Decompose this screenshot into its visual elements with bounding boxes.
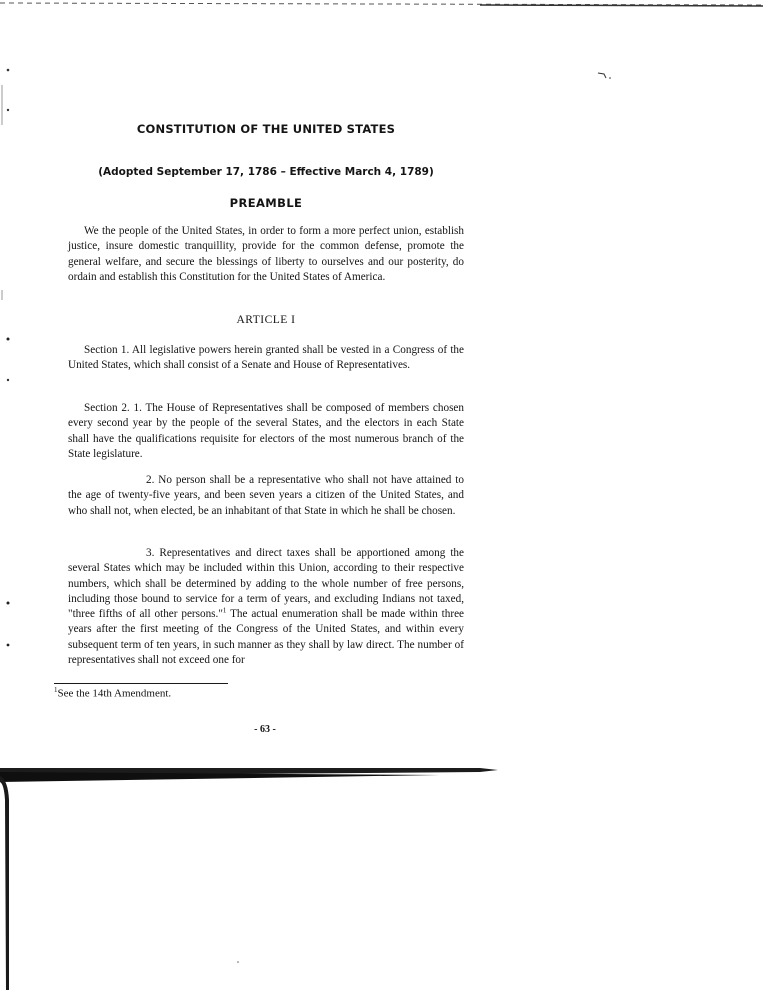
preamble-paragraph: We the people of the United States, in order to form a more perfect union, establish justice, insure domestic tranquillity, provide for the common defense, promote the general welfare, and secure the blessings of liberty to ourselves and our posterity, do ordain and establish this Constitution for the United States of America.: [68, 225, 464, 283]
footnote-number: 1: [54, 686, 58, 694]
section-2-clause-3-paragraph: [68, 546, 464, 668]
article-heading: ARTICLE I: [236, 314, 296, 326]
footnote-divider: [54, 683, 228, 684]
footnote-text: See the 14th Amendment.: [57, 687, 172, 700]
section-2-clause-2-paragraph: 2. No person shall be a representative who shall not have attained to the age of twenty-five years, and been seven years a citizen of the United States, and who shall not, when elected, be an inhabitant of that State in which he shall be chosen.: [68, 474, 464, 517]
preamble-heading: PREAMBLE: [229, 196, 303, 210]
footnote: [54, 686, 171, 700]
page-number: - 63 -: [254, 724, 276, 735]
section-2-clause-1-paragraph: Section 2. 1. The House of Representatives shall be composed of members chosen every second year by the people of the several States, and the electors in each State shall have the qualifications requisite for electors of the most numerous branch of the State legislature.: [68, 402, 464, 460]
adoption-date-line: (Adopted September 17, 1786 – Effective March 4, 1789): [98, 166, 434, 178]
document-title: CONSTITUTION OF THE UNITED STATES: [136, 122, 396, 136]
section-1-paragraph: Section 1. All legislative powers herein granted shall be vested in a Congress of the United States, which shall consist of a Senate and House of Representatives.: [68, 344, 464, 372]
clause-3-text-part-1: 3. Representatives and direct taxes shall be apportioned among the several States which may be included within this Union, according to their respective numbers, which shall be determined by adding to the whole number of free persons, including those bound to service for a term of years, and excluding Indians not taxed, "three fifths of all other persons.": [68, 547, 464, 621]
footnote-reference: 1: [222, 606, 227, 615]
clause-3-text-part-2: The actual enumeration shall be made within three years after the first meeting of the Congress of the United States, and within every subsequent term of ten years, in such manner as they shall by law direct. The number of representatives shall not exceed one for: [68, 608, 464, 667]
